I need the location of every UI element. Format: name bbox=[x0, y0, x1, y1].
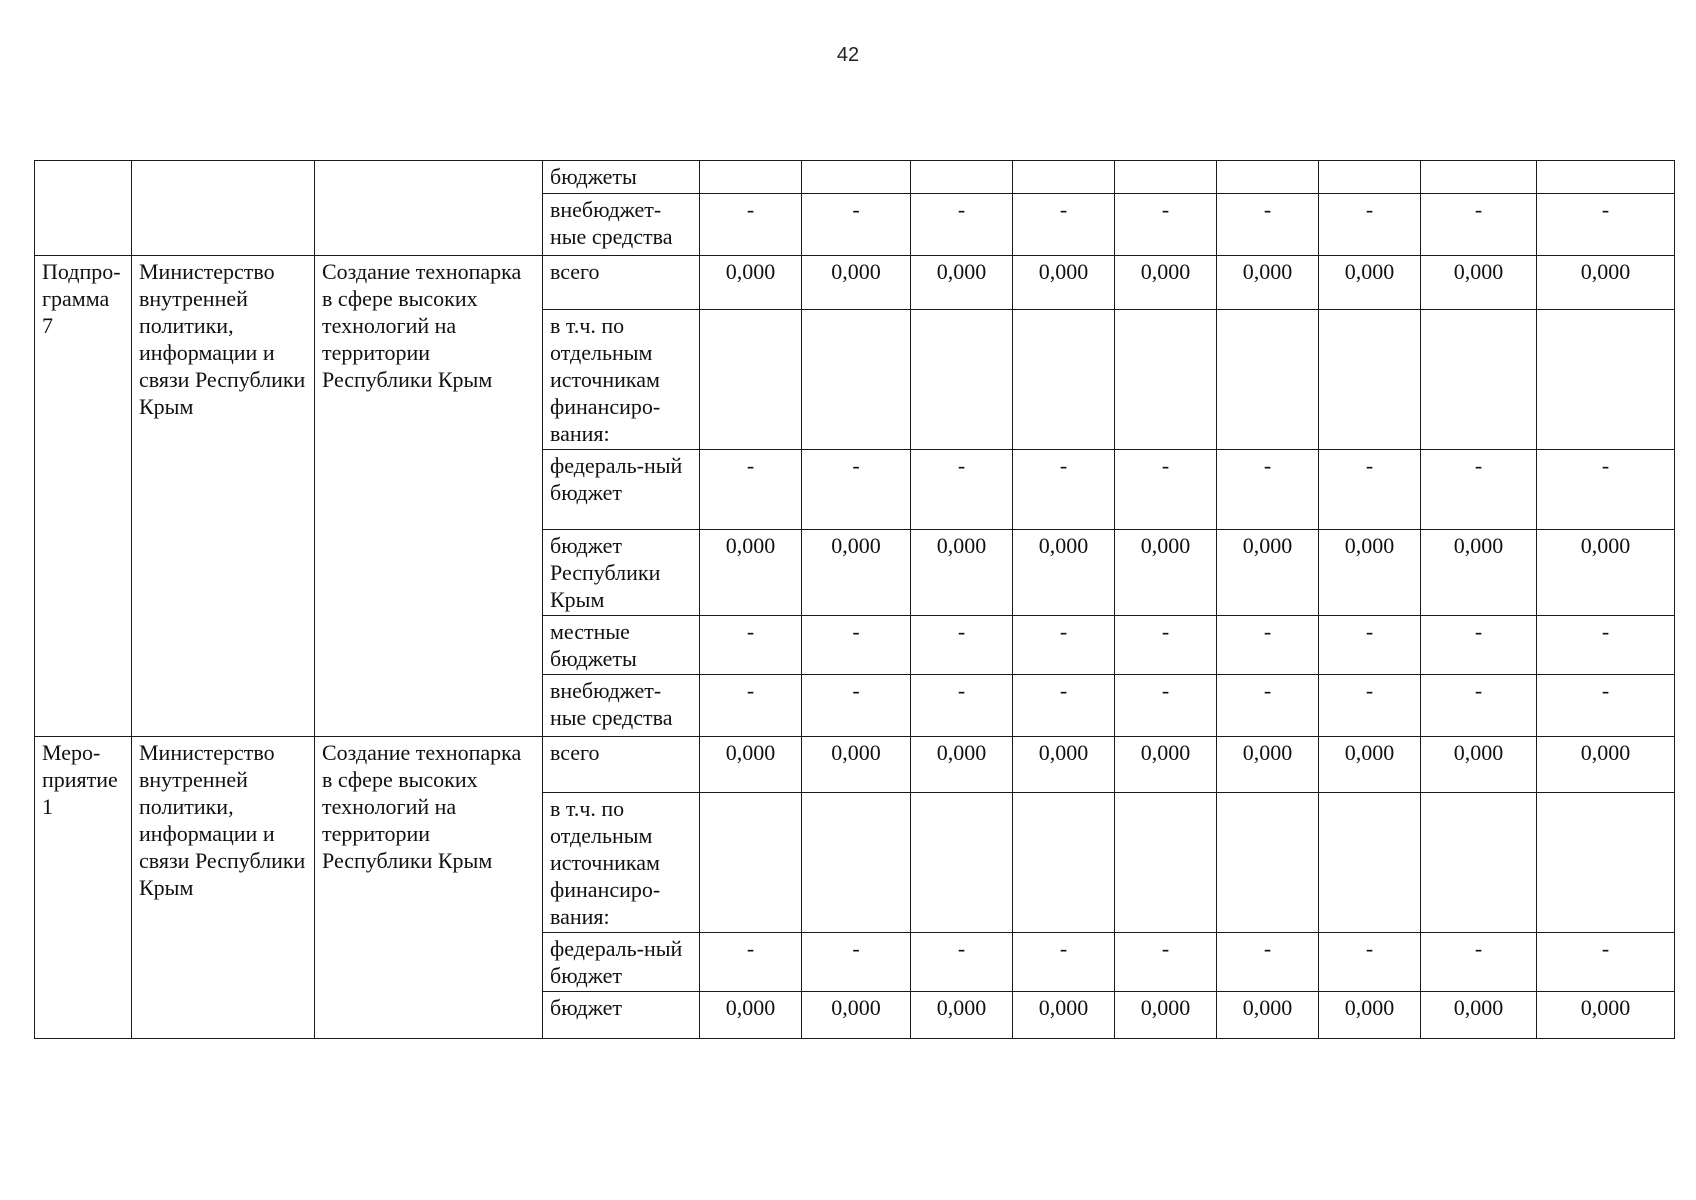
value-cell: - bbox=[802, 933, 911, 992]
value-cell: - bbox=[1537, 933, 1675, 992]
value-cell bbox=[1217, 793, 1319, 933]
value-cell bbox=[802, 310, 911, 450]
value-cell: 0,000 bbox=[1013, 256, 1115, 310]
value-cell bbox=[1537, 793, 1675, 933]
value-cell bbox=[1217, 161, 1319, 194]
value-cell bbox=[700, 161, 802, 194]
value-cell: - bbox=[700, 450, 802, 530]
value-cell: - bbox=[1115, 450, 1217, 530]
source-cell: в т.ч. по отдельным источникам финансиро-вания: bbox=[543, 793, 700, 933]
value-cell bbox=[1115, 310, 1217, 450]
value-cell: 0,000 bbox=[911, 256, 1013, 310]
program-code-cell: Меро-приятие 1 bbox=[35, 737, 132, 1039]
table-row bbox=[35, 256, 1675, 310]
table-body bbox=[35, 161, 1675, 1039]
value-cell bbox=[1319, 161, 1421, 194]
source-cell: внебюджет-ные средства bbox=[543, 194, 700, 256]
value-cell: - bbox=[1319, 450, 1421, 530]
value-cell bbox=[1421, 310, 1537, 450]
value-cell: - bbox=[1217, 933, 1319, 992]
value-cell: 0,000 bbox=[1115, 530, 1217, 616]
source-cell: бюджет Республики Крым bbox=[543, 530, 700, 616]
value-cell: 0,000 bbox=[802, 737, 911, 793]
code-cell-empty bbox=[35, 161, 132, 256]
value-cell: 0,000 bbox=[1217, 992, 1319, 1039]
value-cell bbox=[1319, 310, 1421, 450]
value-cell: 0,000 bbox=[1013, 737, 1115, 793]
value-cell: 0,000 bbox=[1319, 737, 1421, 793]
value-cell: - bbox=[1421, 675, 1537, 737]
value-cell: - bbox=[1013, 450, 1115, 530]
value-cell: - bbox=[1115, 194, 1217, 256]
value-cell: 0,000 bbox=[1013, 992, 1115, 1039]
value-cell: 0,000 bbox=[1421, 530, 1537, 616]
source-cell: в т.ч. по отдельным источникам финансиро-вания: bbox=[543, 310, 700, 450]
value-cell bbox=[1115, 161, 1217, 194]
source-cell: всего bbox=[543, 256, 700, 310]
value-cell bbox=[1537, 161, 1675, 194]
value-cell: 0,000 bbox=[1013, 530, 1115, 616]
value-cell: 0,000 bbox=[1537, 992, 1675, 1039]
value-cell: 0,000 bbox=[1537, 256, 1675, 310]
value-cell: 0,000 bbox=[1319, 530, 1421, 616]
value-cell: - bbox=[1013, 675, 1115, 737]
value-cell bbox=[1013, 161, 1115, 194]
source-cell: бюджет bbox=[543, 992, 700, 1039]
value-cell bbox=[1537, 310, 1675, 450]
program-name-cell: Создание технопарка в сфере высоких технологий на территории Республики Крым bbox=[315, 737, 543, 1039]
source-cell: внебюджет-ные средства bbox=[543, 675, 700, 737]
value-cell: 0,000 bbox=[1217, 530, 1319, 616]
value-cell: 0,000 bbox=[1421, 992, 1537, 1039]
value-cell: 0,000 bbox=[1115, 737, 1217, 793]
value-cell bbox=[802, 161, 911, 194]
value-cell bbox=[911, 161, 1013, 194]
value-cell: 0,000 bbox=[1115, 992, 1217, 1039]
value-cell: - bbox=[1013, 616, 1115, 675]
value-cell: - bbox=[1115, 675, 1217, 737]
value-cell: - bbox=[700, 194, 802, 256]
page-number: 42 bbox=[836, 44, 860, 66]
source-cell: бюджеты bbox=[543, 161, 700, 194]
name-cell-empty bbox=[315, 161, 543, 256]
executor-cell: Министерство внутренней политики, информации и связи Республики Крым bbox=[132, 737, 315, 1039]
value-cell: - bbox=[1217, 616, 1319, 675]
value-cell: - bbox=[1319, 616, 1421, 675]
value-cell: - bbox=[1319, 194, 1421, 256]
source-cell: федераль-ный бюджет bbox=[543, 450, 700, 530]
value-cell: 0,000 bbox=[1421, 256, 1537, 310]
value-cell: 0,000 bbox=[700, 737, 802, 793]
value-cell: - bbox=[1217, 675, 1319, 737]
value-cell: - bbox=[911, 675, 1013, 737]
value-cell: 0,000 bbox=[1421, 737, 1537, 793]
value-cell: 0,000 bbox=[700, 256, 802, 310]
value-cell: - bbox=[1115, 616, 1217, 675]
value-cell: - bbox=[700, 675, 802, 737]
value-cell: 0,000 bbox=[911, 737, 1013, 793]
value-cell: - bbox=[1537, 616, 1675, 675]
value-cell bbox=[911, 793, 1013, 933]
value-cell bbox=[911, 310, 1013, 450]
value-cell: 0,000 bbox=[1537, 530, 1675, 616]
value-cell: - bbox=[1537, 194, 1675, 256]
table-row bbox=[35, 737, 1675, 793]
value-cell: - bbox=[1217, 450, 1319, 530]
value-cell: - bbox=[1013, 194, 1115, 256]
value-cell: - bbox=[700, 616, 802, 675]
value-cell: - bbox=[802, 616, 911, 675]
value-cell: 0,000 bbox=[1319, 992, 1421, 1039]
program-code-cell: Подпро-грамма 7 bbox=[35, 256, 132, 737]
value-cell: 0,000 bbox=[1115, 256, 1217, 310]
value-cell: - bbox=[1421, 616, 1537, 675]
value-cell: - bbox=[1421, 450, 1537, 530]
value-cell bbox=[700, 310, 802, 450]
source-cell: всего bbox=[543, 737, 700, 793]
value-cell: - bbox=[911, 450, 1013, 530]
value-cell: 0,000 bbox=[802, 256, 911, 310]
value-cell: - bbox=[802, 194, 911, 256]
value-cell: - bbox=[1319, 675, 1421, 737]
source-cell: местные бюджеты bbox=[543, 616, 700, 675]
value-cell: - bbox=[1537, 450, 1675, 530]
value-cell: 0,000 bbox=[1217, 256, 1319, 310]
table-row bbox=[35, 161, 1675, 194]
value-cell: - bbox=[911, 933, 1013, 992]
value-cell: - bbox=[911, 194, 1013, 256]
value-cell bbox=[700, 793, 802, 933]
value-cell: 0,000 bbox=[700, 530, 802, 616]
value-cell bbox=[1217, 310, 1319, 450]
value-cell bbox=[1421, 161, 1537, 194]
program-name-cell: Создание технопарка в сфере высоких технологий на территории Республики Крым bbox=[315, 256, 543, 737]
value-cell: 0,000 bbox=[700, 992, 802, 1039]
source-cell: федераль-ный бюджет bbox=[543, 933, 700, 992]
value-cell: - bbox=[1421, 194, 1537, 256]
value-cell bbox=[1115, 793, 1217, 933]
value-cell: - bbox=[802, 675, 911, 737]
value-cell: - bbox=[1217, 194, 1319, 256]
value-cell: - bbox=[802, 450, 911, 530]
value-cell: 0,000 bbox=[802, 992, 911, 1039]
value-cell: - bbox=[1319, 933, 1421, 992]
value-cell bbox=[1421, 793, 1537, 933]
value-cell: - bbox=[911, 616, 1013, 675]
value-cell bbox=[1013, 793, 1115, 933]
value-cell bbox=[802, 793, 911, 933]
value-cell: 0,000 bbox=[911, 530, 1013, 616]
value-cell: - bbox=[1013, 933, 1115, 992]
value-cell: - bbox=[1537, 675, 1675, 737]
value-cell bbox=[1013, 310, 1115, 450]
value-cell: - bbox=[1115, 933, 1217, 992]
value-cell: 0,000 bbox=[911, 992, 1013, 1039]
value-cell: 0,000 bbox=[802, 530, 911, 616]
value-cell bbox=[1319, 793, 1421, 933]
value-cell: 0,000 bbox=[1537, 737, 1675, 793]
value-cell: 0,000 bbox=[1319, 256, 1421, 310]
value-cell: 0,000 bbox=[1217, 737, 1319, 793]
executor-cell: Министерство внутренней политики, информации и связи Республики Крым bbox=[132, 256, 315, 737]
value-cell: - bbox=[700, 933, 802, 992]
executor-cell-empty bbox=[132, 161, 315, 256]
budget-table bbox=[34, 160, 1675, 1039]
value-cell: - bbox=[1421, 933, 1537, 992]
